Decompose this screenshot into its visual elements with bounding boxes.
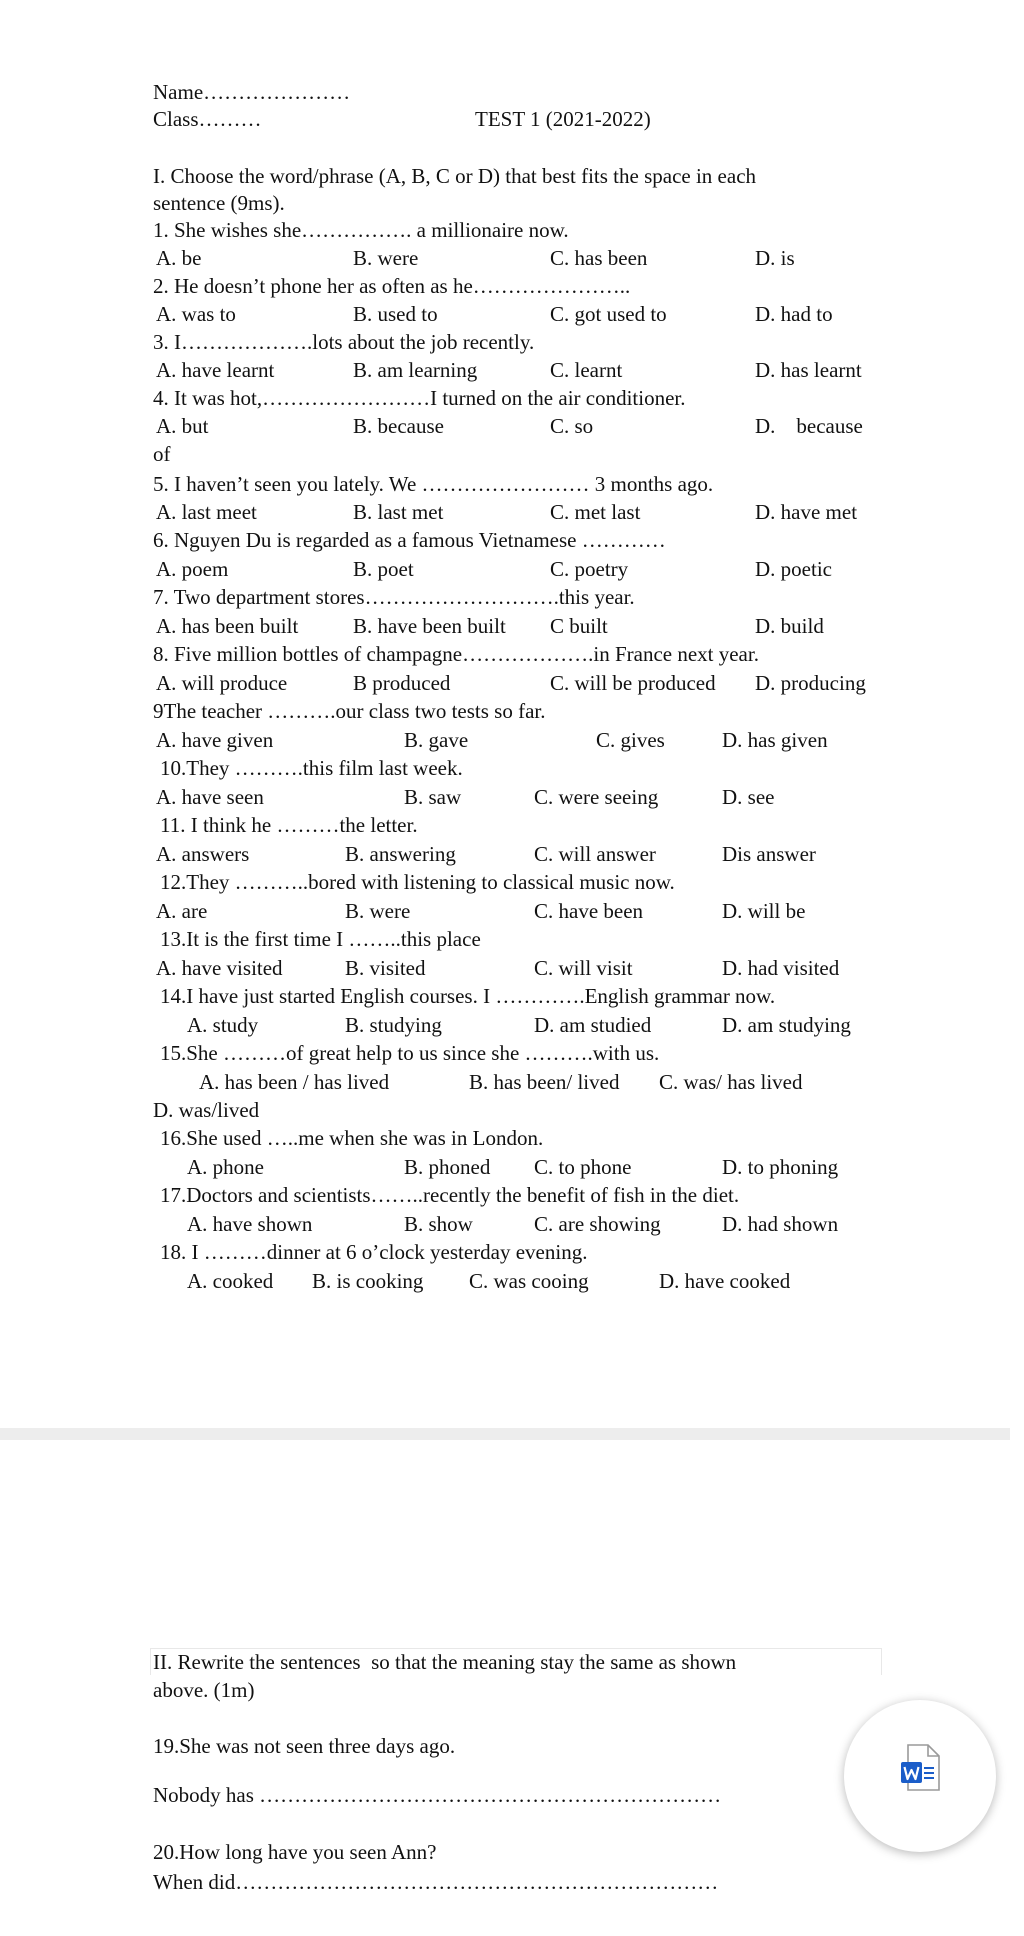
option-d: Dis answer <box>722 842 816 866</box>
option-c: C. was/ has lived <box>659 1070 803 1094</box>
option-a: A. are <box>156 899 208 923</box>
option-d: D. poetic <box>755 557 832 581</box>
option-b: B. have been built <box>353 614 506 638</box>
option-b: B. am learning <box>353 358 478 382</box>
option-d: D. am studying <box>722 1013 851 1037</box>
question-stem: 8. Five million bottles of champagne……………….in France next year. <box>153 642 759 666</box>
section1-instruction: I. Choose the word/phrase (A, B, C or D) that best fits the space in each <box>153 164 757 188</box>
option-c: C. got used to <box>550 302 667 326</box>
option-b: B produced <box>353 671 451 695</box>
option-d: D. build <box>755 614 824 638</box>
option-d: D. because <box>755 414 863 438</box>
option-d: D. was/lived <box>153 1098 260 1122</box>
question-19-stem: 19.She was not seen three days ago. <box>153 1734 456 1758</box>
question-stem: 14.I have just started English courses. I ………….English grammar now. <box>160 984 776 1008</box>
option-b: B. because <box>353 414 444 438</box>
option-d: D. have met <box>755 500 858 524</box>
option-a: A. was to <box>156 302 236 326</box>
option-d-wrap: of <box>153 442 171 466</box>
option-b: B. saw <box>404 785 462 809</box>
option-c: D. am studied <box>534 1013 652 1037</box>
question-stem: 2. He doesn’t phone her as often as he………………….. <box>153 274 631 298</box>
name-field-label: Name………………… <box>153 80 351 104</box>
question-stem: 5. I haven’t seen you lately. We …………………… 3 months ago. <box>153 472 714 496</box>
section1-instruction-cont: sentence (9ms). <box>153 191 285 215</box>
option-d: D. had shown <box>722 1212 839 1236</box>
class-field-label: Class……… <box>153 107 262 131</box>
question-stem: 16.She used …..me when she was in London. <box>160 1126 544 1150</box>
option-a: A. last meet <box>156 500 257 524</box>
option-c: C. gives <box>596 728 665 752</box>
option-c: C. to phone <box>534 1155 632 1179</box>
option-a: A. have seen <box>156 785 264 809</box>
option-d: D. see <box>722 785 775 809</box>
option-b: B. is cooking <box>312 1269 424 1293</box>
question-stem: 15.She ………of great help to us since she ……….with us. <box>160 1041 660 1065</box>
question-20-answer-line[interactable]: When did…………………………………………………………… <box>153 1870 719 1894</box>
option-d: D. have cooked <box>659 1269 791 1293</box>
option-a: A. poem <box>156 557 229 581</box>
page-separator <box>0 1428 1010 1440</box>
question-stem: 12.They ………..bored with listening to classical music now. <box>160 870 675 894</box>
option-b: B. visited <box>345 956 426 980</box>
question-stem: 6. Nguyen Du is regarded as a famous Vietnamese ………… <box>153 528 666 552</box>
option-c: C. poetry <box>550 557 629 581</box>
option-c: C. was cooing <box>469 1269 589 1293</box>
section2-instruction-cont: above. (1m) <box>153 1678 255 1702</box>
option-a: A. have learnt <box>156 358 275 382</box>
question-stem: 7. Two department stores……………………….this year. <box>153 585 635 609</box>
option-b: B. has been/ lived <box>469 1070 620 1094</box>
question-19-answer-line[interactable]: Nobody has ………………………………………………………… <box>153 1783 722 1807</box>
option-a: A. have shown <box>187 1212 313 1236</box>
option-a: A. but <box>156 414 209 438</box>
option-b: B. were <box>345 899 411 923</box>
option-a: A. phone <box>187 1155 264 1179</box>
open-in-word-button[interactable] <box>844 1700 996 1852</box>
option-a: A. has been built <box>156 614 299 638</box>
option-c: C. will visit <box>534 956 633 980</box>
option-a: A. have given <box>156 728 274 752</box>
test-title: TEST 1 (2021-2022) <box>475 107 651 131</box>
option-c: C. learnt <box>550 358 623 382</box>
option-b: B. were <box>353 246 419 270</box>
option-b: B. show <box>404 1212 473 1236</box>
option-a: A. be <box>156 246 202 270</box>
option-b: B. answering <box>345 842 456 866</box>
option-d: D. has given <box>722 728 828 752</box>
question-stem: 10.They ……….this film last week. <box>160 756 463 780</box>
option-b: B. phoned <box>404 1155 491 1179</box>
option-c: C. are showing <box>534 1212 661 1236</box>
option-d: D. will be <box>722 899 806 923</box>
option-c: C. have been <box>534 899 644 923</box>
word-document-icon <box>900 1744 940 1792</box>
option-a: A. have visited <box>156 956 283 980</box>
option-b: B. gave <box>404 728 469 752</box>
option-d: D. has learnt <box>755 358 862 382</box>
option-c: C. met last <box>550 500 641 524</box>
question-stem: 18. I ………dinner at 6 o’clock yesterday evening. <box>160 1240 588 1264</box>
option-b: B. used to <box>353 302 438 326</box>
option-c: C. will answer <box>534 842 656 866</box>
option-d: D. had to <box>755 302 833 326</box>
option-c: C. were seeing <box>534 785 659 809</box>
question-stem: 13.It is the first time I ……..this place <box>160 927 481 951</box>
option-b: B. poet <box>353 557 414 581</box>
option-d: D. producing <box>755 671 866 695</box>
option-d: D. to phoning <box>722 1155 839 1179</box>
option-d: D. is <box>755 246 795 270</box>
question-stem: 9The teacher ……….our class two tests so far. <box>153 699 546 723</box>
option-a: A. study <box>187 1013 259 1037</box>
option-c: C. so <box>550 414 594 438</box>
option-a: A. will produce <box>156 671 288 695</box>
option-b: B. studying <box>345 1013 442 1037</box>
option-b: B. last met <box>353 500 444 524</box>
question-20-stem: 20.How long have you seen Ann? <box>153 1840 437 1864</box>
question-stem: 3. I……………….lots about the job recently. <box>153 330 535 354</box>
question-stem: 11. I think he ………the letter. <box>160 813 418 837</box>
option-c: C. has been <box>550 246 648 270</box>
option-c: C. will be produced <box>550 671 716 695</box>
option-d: D. had visited <box>722 956 840 980</box>
question-stem: 1. She wishes she……………. a millionaire now. <box>153 218 569 242</box>
section2-instruction: II. Rewrite the sentences so that the meaning stay the same as shown <box>153 1650 737 1674</box>
option-a: A. answers <box>156 842 250 866</box>
option-a: A. has been / has lived <box>199 1070 390 1094</box>
question-stem: 4. It was hot,……………………I turned on the air conditioner. <box>153 386 686 410</box>
option-c: C built <box>550 614 608 638</box>
question-stem: 17.Doctors and scientists……..recently the benefit of fish in the diet. <box>160 1183 740 1207</box>
option-a: A. cooked <box>187 1269 274 1293</box>
